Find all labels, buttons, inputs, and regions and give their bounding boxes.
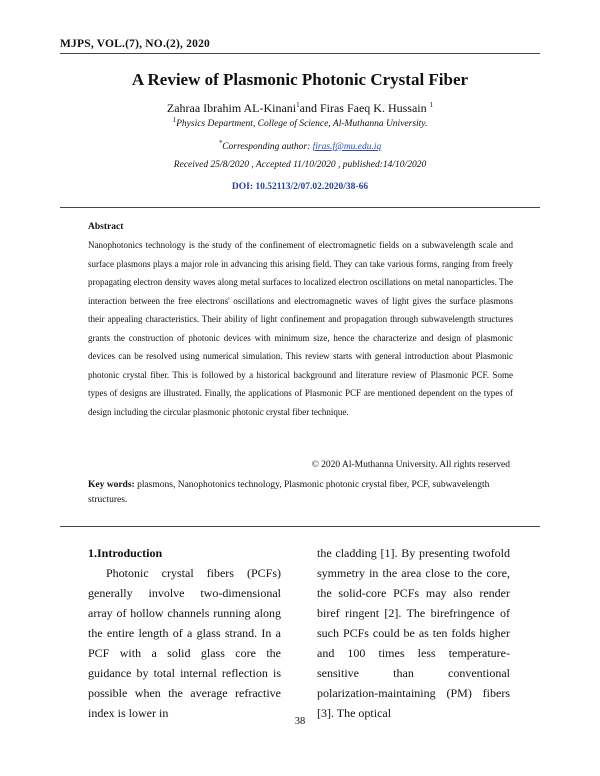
- intro-paragraph-right: the cladding [1]. By presenting twofold symmetry in the area close to the core, the solid-core PCFs may also render biref ringent [2]. The birefringence of such PCFs could be as ten folds higher and 100 times less temperature-sensitive than conventional polarization-maintaining (PM) fibers [3]. The optical: [317, 546, 510, 720]
- keywords-label: Key words:: [88, 480, 135, 490]
- body-top-rule: [60, 526, 540, 527]
- corresponding-email-link[interactable]: firas.f@mu.edu.iq: [312, 142, 382, 153]
- intro-paragraph-left: Photonic crystal fibers (PCFs) generally involve two-dimensional array of hollow channels running along the entire length of a glass strand. In a PCF with a solid glass core the guidance by total internal reflection is possible when the average refractive index is lower in: [88, 566, 281, 720]
- corresponding-mark: *: [218, 139, 223, 147]
- corresponding-label: Corresponding author:: [222, 142, 313, 153]
- publication-dates: Received 25/8/2020 , Accepted 11/10/2020 , published:14/10/2020: [173, 160, 427, 170]
- page-number: 38: [294, 716, 306, 727]
- copyright-notice: © 2020 Al-Muthanna University. All rights reserved: [311, 460, 510, 470]
- abstract-top-rule: [60, 207, 540, 208]
- section-heading-introduction: 1.Introduction: [88, 546, 163, 560]
- author-1: Zahraa Ibrahim AL-Kinani: [166, 101, 297, 115]
- running-head: MJPS, VOL.(7), NO.(2), 2020: [60, 38, 210, 50]
- body-column-left: [88, 543, 281, 723]
- author-line: [60, 101, 540, 116]
- keywords: [88, 478, 513, 508]
- affiliation: [60, 116, 540, 129]
- abstract-heading: Abstract: [88, 222, 124, 232]
- doi-link[interactable]: DOI: 10.52113/2/07.02.2020/38-66: [231, 182, 369, 192]
- body-column-right: [317, 543, 510, 723]
- corresponding-author: [60, 139, 540, 152]
- author-2-affiliation-mark: 1: [429, 101, 434, 109]
- article-title: A Review of Plasmonic Photonic Crystal Fiber: [131, 70, 469, 89]
- abstract-body: Nanophotonics technology is the study of the confinement of electromagnetic fields on a subwavelength scale and surface plasmons plays a major role in advancing this arising field. They can take various forms, ranging from freely propagating electron density waves along metal surfaces to localized electron oscillations on metal nanoparticles. The interaction between the free electrons' oscillations and electromagnetic waves of light gives the surface plasmons their appealing characteristics. Their ability of light confinement and propagation through subwavelength structures grants the construction of photonic devices with minimum size, hence the characterize and design of plasmonic devices can be resolved using numerical simulation. This review starts with general introduction about Plasmonic photonic crystal fiber. This is followed by a historical background and literature review of Plasmonic PCF. Some types of designs are illustrated. Finally, the applications of Plasmonic PCF are mentioned dependent on the types of design including the circular plasmonic photonic crystal fiber technique.: [88, 240, 513, 417]
- keywords-text: plasmons, Nanophotonics technology, Plasmonic photonic crystal fiber, PCF, subwavelength structures.: [88, 480, 490, 505]
- header-rule: [60, 53, 540, 54]
- author-1-affiliation-mark: 1: [296, 101, 300, 109]
- author-2: and Firas Faeq K. Hussain: [299, 101, 427, 115]
- affiliation-text: Physics Department, College of Science, Al-Muthanna University.: [176, 119, 428, 130]
- affiliation-mark: 1: [172, 116, 177, 124]
